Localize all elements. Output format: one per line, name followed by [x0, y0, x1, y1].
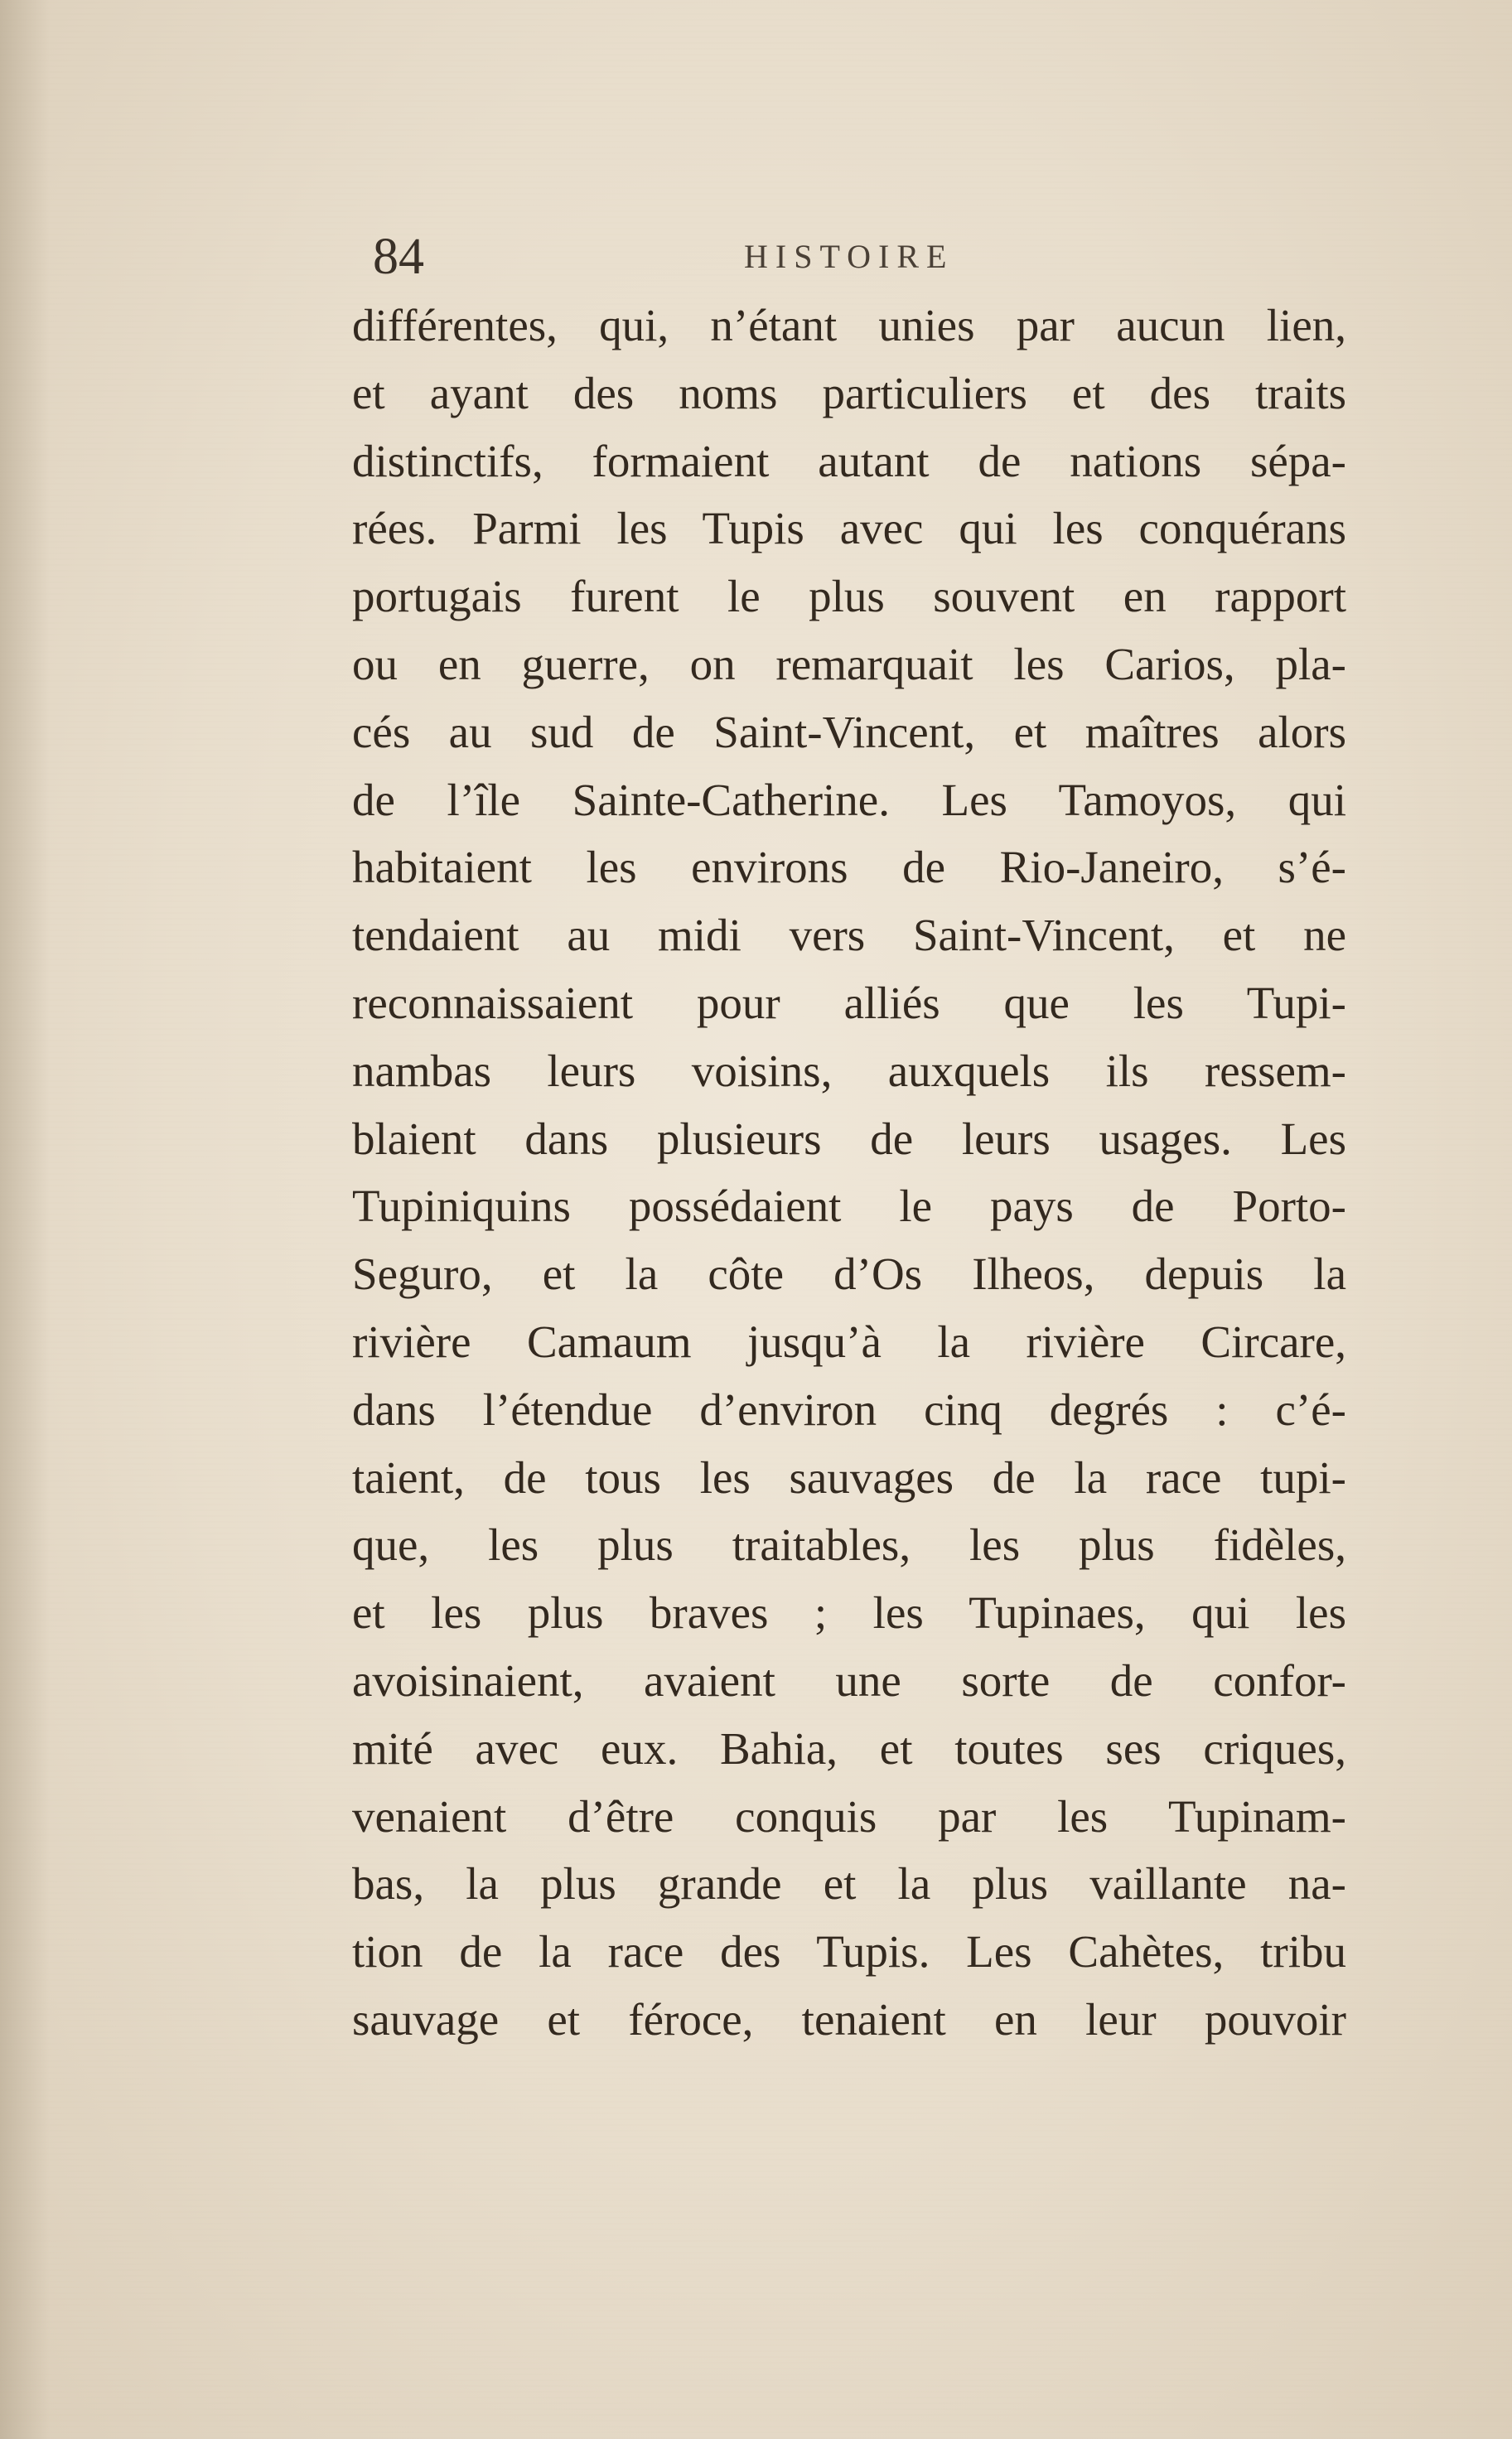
running-head: HISTOIRE	[744, 238, 954, 275]
text-line: tion de la race des Tupis. Les Cahètes, tribu	[352, 1926, 1346, 1978]
text-line: rivière Camaum jusqu’à la rivière Circare,	[352, 1316, 1346, 1367]
text-line: Tupiniquins possédaient le pays de Porto-	[352, 1181, 1346, 1232]
text-line: blaient dans plusieurs de leurs usages. Les	[352, 1113, 1346, 1164]
text-line: cés au sud de Saint-Vincent, et maîtres alors	[352, 706, 1346, 757]
text-line: sauvage et féroce, tenaient en leur pouvoir	[352, 1993, 1346, 2045]
text-line: venaient d’être conquis par les Tupinam-	[352, 1790, 1346, 1842]
text-line: dans l’étendue d’environ cinq degrés : c’é-	[352, 1384, 1346, 1435]
text-line: portugais furent le plus souvent en rapport	[352, 571, 1346, 622]
text-line: rées. Parmi les Tupis avec qui les conquérans	[352, 503, 1346, 554]
text-line: distinctifs, formaient autant de nations sépa-	[352, 435, 1346, 486]
text-line: bas, la plus grande et la plus vaillante na-	[352, 1858, 1346, 1910]
text-line: mité avec eux. Bahia, et toutes ses criques,	[352, 1722, 1346, 1774]
text-line: et ayant des noms particuliers et des traits	[352, 367, 1346, 418]
text-line: et les plus braves ; les Tupinaes, qui les	[352, 1587, 1346, 1639]
text-line: tendaient au midi vers Saint-Vincent, et ne	[352, 910, 1346, 961]
text-line: que, les plus traitables, les plus fidèles,	[352, 1519, 1346, 1571]
page-header	[373, 224, 1367, 290]
text-line: taient, de tous les sauvages de la race tupi-	[352, 1451, 1346, 1503]
page-number: 84	[373, 229, 424, 285]
text-line: Seguro, et la côte d’Os Ilheos, depuis la	[352, 1248, 1346, 1300]
text-line: nambas leurs voisins, auxquels ils ressem-	[352, 1045, 1346, 1096]
body-text	[352, 292, 1346, 2054]
text-line: différentes, qui, n’étant unies par aucun lien,	[352, 300, 1346, 350]
text-line: habitaient les environs de Rio-Janeiro, s’é-	[352, 842, 1346, 893]
text-line: ou en guerre, on remarquait les Carios, pla-	[352, 638, 1346, 689]
text-line: avoisinaient, avaient une sorte de confor-	[352, 1654, 1346, 1706]
text-line: de l’île Sainte-Catherine. Les Tamoyos, qui	[352, 774, 1346, 825]
text-line: reconnaissaient pour alliés que les Tupi-	[352, 977, 1346, 1028]
gutter-shadow	[0, 0, 50, 2439]
